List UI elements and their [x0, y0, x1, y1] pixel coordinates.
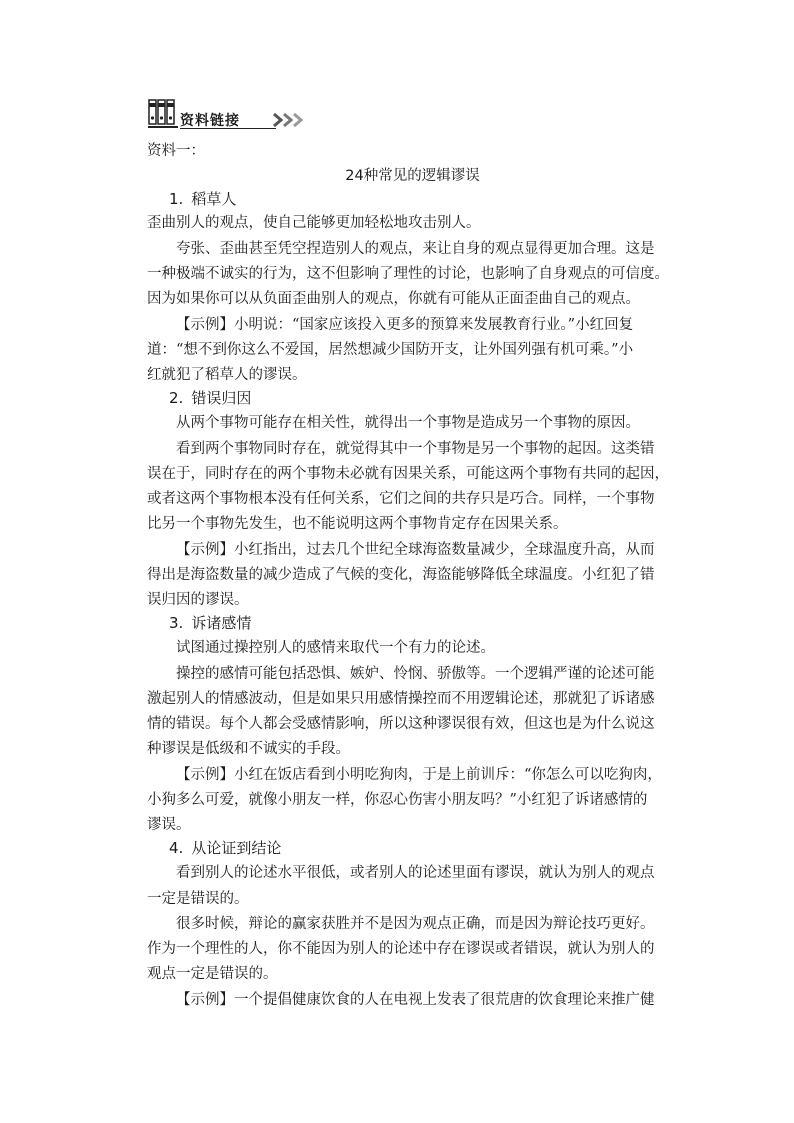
paragraph-line: 或者这两个事物根本没有任何关系，它们之间的共存只是巧合。同样，一个事物: [147, 491, 655, 507]
paragraph-line: 红就犯了稻草人的谬误。: [147, 367, 307, 383]
example-line: 【示例】小红指出，过去几个世纪全球海盗数量减少，全球温度升高，从而: [176, 542, 655, 558]
paragraph-line: 很多时候，辩论的赢家获胜并不是因为观点正确，而是因为辩论技巧更好。: [176, 916, 655, 932]
paragraph-line: 操控的感情可能包括恐惧、嫉妒、怜悯、骄傲等。一个逻辑严谨的论述可能: [176, 666, 655, 682]
banner-title: 资料链接: [180, 113, 240, 129]
paragraph-line: 种谬误是低级和不诚实的手段。: [147, 741, 350, 757]
paragraph-line: 谬误。: [147, 817, 191, 833]
example-line: 【示例】一个提倡健康饮食的人在电视上发表了很荒唐的饮食理论来推广健: [176, 992, 655, 1008]
paragraph-line: 试图通过操控别人的感情来取代一个有力的论述。: [176, 640, 495, 656]
section-heading-4: [147, 837, 667, 859]
chevrons-right-icon: [272, 112, 306, 128]
paragraph-line: 误归因的谬误。: [147, 592, 249, 608]
section-number: 4.: [169, 839, 184, 857]
paragraph-line: 因为如果你可以从负面歪曲别人的观点，你就有可能从正面歪曲自己的观点。: [147, 291, 640, 307]
section-heading-2: [147, 387, 667, 409]
paragraph-line: 一定是错误的。: [147, 891, 249, 907]
example-line: 【示例】小明说：“国家应该投入更多的预算来发展教育行业。”小红回复: [176, 317, 634, 333]
paragraph-line: 得出是海盗数量的减少造成了气候的变化，海盗能够降低全球温度。小红犯了错: [147, 567, 655, 583]
section-title: 诉诸感情: [191, 614, 252, 632]
section-number: 3.: [169, 614, 184, 632]
section-title: 稻草人: [191, 190, 237, 208]
paragraph-line: 看到两个事物同时存在，就觉得其中一个事物是另一个事物的起因。这类错: [176, 441, 655, 457]
section-title: 错误归因: [191, 389, 252, 407]
paragraph-line: 比另一个事物先发生，也不能说明这两个事物肯定存在因果关系。: [147, 516, 568, 532]
section-title: 从论证到结论: [191, 839, 282, 857]
paragraph-line: 道：“想不到你这么不爱国，居然想减少国防开支，让外国列强有机可乘。”小: [147, 342, 634, 358]
paragraph-line: 误在于，同时存在的两个事物未必就有因果关系，可能这两个事物有共同的起因，: [147, 466, 669, 482]
resource-link-banner: [148, 98, 308, 132]
section-number: 1.: [169, 190, 184, 208]
paragraph-line: 作为一个理性的人，你不能因为别人的论述中存在谬误或者错误，就认为别人的: [147, 941, 655, 957]
paragraph-line: 观点一定是错误的。: [147, 966, 278, 982]
example-line: 【示例】小红在饭店看到小明吃狗肉，于是上前训斥：“你怎么可以吃狗肉，: [176, 767, 662, 783]
paragraph-line: 情的错误。每个人都会受感情影响，所以这种谬误很有效，但这也是为什么说这: [147, 716, 655, 732]
banner-underline: [180, 128, 276, 129]
section-number: 2.: [169, 389, 184, 407]
paragraph-line: 激起别人的情感波动，但是如果只用感情操控而不用逻辑论述，那就犯了诉诸感: [147, 691, 655, 707]
paragraph-line: 小狗多么可爱，就像小朋友一样，你忍心伤害小朋友吗？”小红犯了诉诸感情的: [147, 792, 648, 808]
paragraph-line: 夸张、歪曲甚至凭空捏造别人的观点，来让自身的观点显得更加合理。这是: [176, 241, 655, 257]
paragraph-line: 从两个事物可能存在相关性，就得出一个事物是造成另一个事物的原因。: [176, 415, 640, 431]
binder-icon: [148, 98, 180, 130]
section-heading-3: [147, 612, 667, 634]
paragraph-line: 歪曲别人的观点，使自己能够更加轻松地攻击别人。: [147, 215, 481, 231]
paragraph-line: 一种极端不诚实的行为，这不但影响了理性的讨论，也影响了自身观点的可信度。: [147, 266, 669, 282]
section-label: 资料一：: [147, 143, 205, 159]
paragraph-line: 看到别人的论述水平很低，或者别人的论述里面有谬误，就认为别人的观点: [176, 865, 655, 881]
section-heading-1: [147, 188, 667, 210]
article-title: 24种常见的逻辑谬误: [345, 168, 480, 184]
